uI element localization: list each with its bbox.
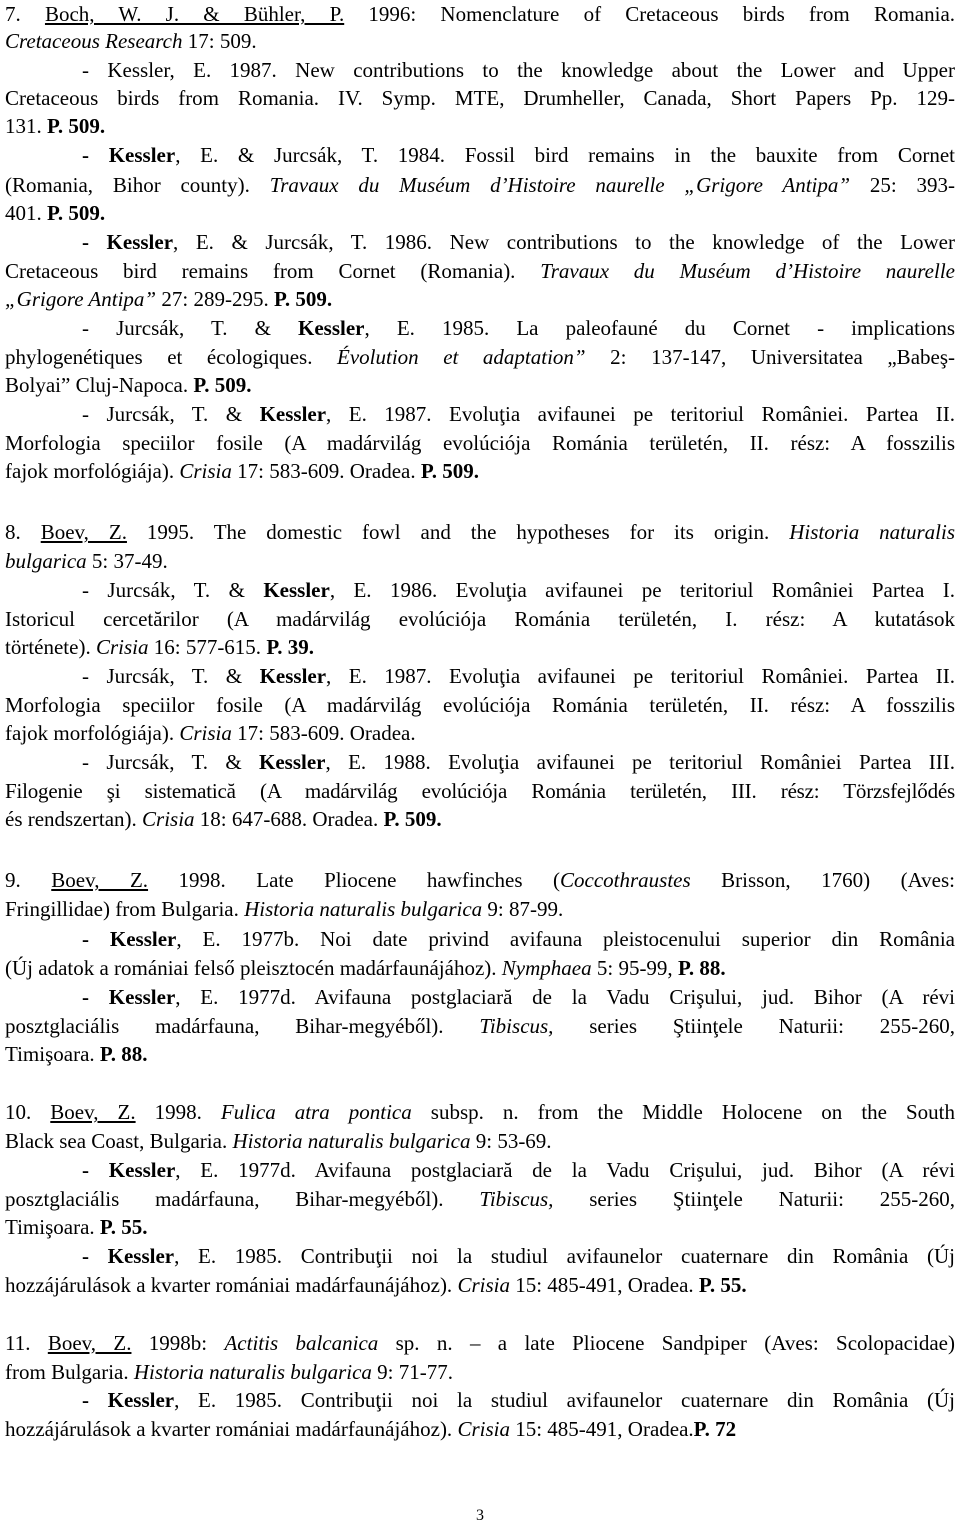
ref-line: [82, 56, 955, 85]
text-run: phylogenétiques et écologiques.: [5, 345, 338, 369]
text-run: series Ştiinţele Naturii: 255-260,: [553, 1187, 955, 1211]
italic-text: Crisia: [142, 807, 195, 831]
ref-line: [82, 576, 955, 605]
text-run: 17: 583-609. Oradea.: [231, 459, 421, 483]
text-run: Bolyai” Cluj-Napoca.: [5, 373, 194, 397]
ref-line: [5, 954, 955, 983]
italic-text: Crisia: [179, 721, 232, 745]
italic-text: Travaux du Muséum d’Histoire naurelle: [540, 259, 955, 283]
text-run: 1998b:: [131, 1331, 225, 1355]
ref-line: [82, 1386, 955, 1415]
italic-text: Évolution et adaptation”: [337, 345, 586, 369]
ref-line: [5, 457, 955, 486]
ref-line: [5, 171, 955, 200]
ref-line: [82, 1156, 955, 1185]
ref-line: [5, 84, 955, 113]
ref-line: [5, 1098, 955, 1127]
italic-text: Historia naturalis bulgarica: [244, 897, 483, 921]
ref-line: [5, 1329, 955, 1358]
italic-text: Historia naturalis bulgarica: [232, 1129, 471, 1153]
text-run: 1995. The domestic fowl and the hypotheses for its origin.: [126, 520, 790, 544]
text-run: Fringillidae) from Bulgaria.: [5, 897, 245, 921]
italic-text: bulgarica: [5, 549, 87, 573]
ref-line: [5, 343, 955, 372]
text-run: 17: 583-609. Oradea.: [231, 721, 416, 745]
text-run: 9: 53-69.: [470, 1129, 552, 1153]
text-run: Morfologia speciilor fosile (A madárvilág evolúciója Románia területén, II. rész: A fosszilis: [5, 431, 955, 455]
text-run: , E. 1988. Evoluţia avifaunei pe teritoriul României Partea III.: [325, 750, 955, 774]
ref-line: [5, 1012, 955, 1041]
ref-line: [5, 866, 955, 895]
text-run: 8.: [5, 520, 41, 544]
underlined-author: Boev, Z.: [50, 1100, 136, 1124]
bold-text: - Kessler: [82, 230, 174, 254]
text-run: (Új adatok a romániai felső pleisztocén madárfaunájához).: [5, 956, 502, 980]
ref-line: [5, 0, 955, 29]
text-run: - Jurcsák, T. &: [82, 402, 260, 426]
ref-line: [5, 1185, 955, 1214]
text-run: - Kessler, E. 1987. New contributions to the knowledge about the Lower and Upper: [82, 58, 955, 82]
ref-line: [5, 691, 955, 720]
ref-line: [5, 895, 955, 924]
text-run: 1998. Late Pliocene hawfinches (: [148, 868, 561, 892]
bold-text: - Kessler: [82, 143, 176, 167]
bold-text: Kessler: [259, 664, 327, 688]
underlined-author: Boev, Z.: [51, 868, 149, 892]
bold-text: P. 39.: [266, 635, 314, 659]
text-run: , E. 1977b. Noi date privind avifauna pleistocenului superior din România: [176, 927, 955, 951]
text-run: Timişoara.: [5, 1215, 100, 1239]
italic-text: Nymphaea: [501, 956, 592, 980]
text-run: , E. 1985. Contribuţii noi la studiul avifaunelor cuaternare din România (Új: [174, 1388, 955, 1412]
ref-line: [82, 983, 955, 1012]
text-run: Morfologia speciilor fosile (A madárvilág evolúciója Románia területén, II. rész: A fosszilis: [5, 693, 955, 717]
italic-text: Crisia: [457, 1273, 510, 1297]
ref-line: [5, 1415, 955, 1444]
italic-text: Travaux du Muséum d’Histoire naurelle „Grigore Antipa”: [269, 173, 851, 197]
ref-line: [5, 1127, 955, 1156]
text-run: subsp. n. from the Middle Holocene on the South: [411, 1100, 956, 1124]
text-run: Istoricul cercetărilor (A madárvilág evolúciója Románia területén, I. rész: A kutatások: [5, 607, 955, 631]
bold-text: Kessler: [263, 578, 330, 602]
italic-text: Tibiscus,: [479, 1014, 554, 1038]
ref-line: [82, 228, 955, 257]
ref-line: [82, 141, 955, 170]
bold-text: P. 509.: [47, 201, 106, 225]
ref-line: [5, 285, 955, 314]
text-run: 9: 87-99.: [482, 897, 564, 921]
ref-line: [5, 371, 955, 400]
text-run: Brisson, 1760) (Aves:: [690, 868, 956, 892]
text-run: 25: 393-: [850, 173, 955, 197]
text-run: 5: 95-99,: [591, 956, 678, 980]
ref-line: [5, 112, 955, 141]
text-run: 17: 509.: [182, 29, 257, 53]
text-run: 401.: [5, 201, 47, 225]
bold-text: - Kessler: [82, 1244, 175, 1268]
ref-line: [82, 1242, 955, 1271]
page-number: 3: [476, 1507, 484, 1524]
ref-line: [5, 27, 955, 56]
text-run: , E. 1987. Evoluţia avifaunei pe teritoriul României. Partea II.: [326, 402, 955, 426]
ref-line: [5, 777, 955, 806]
text-run: series Ştiinţele Naturii: 255-260,: [553, 1014, 955, 1038]
ref-line: [5, 605, 955, 634]
bold-text: P. 509.: [193, 373, 252, 397]
text-run: from Bulgaria.: [5, 1360, 134, 1384]
text-run: 15: 485-491, Oradea.: [509, 1417, 694, 1441]
underlined-author: Boch, W. J. & Bühler, P.: [44, 2, 345, 26]
text-run: Timişoara.: [5, 1042, 100, 1066]
italic-text: Historia naturalis: [789, 520, 956, 544]
text-run: 2: 137-147, Universitatea „Babeş-: [585, 345, 955, 369]
text-run: , E. 1985. La paleofauné du Cornet - implications: [364, 316, 955, 340]
text-run: Black sea Coast, Bulgaria.: [5, 1129, 233, 1153]
ref-line: [5, 719, 955, 748]
italic-text: Fulica atra pontica: [220, 1100, 412, 1124]
text-run: 131.: [5, 114, 47, 138]
text-run: 9.: [5, 868, 52, 892]
text-run: Filogenie şi sistematică (A madárvilág evolúciója Románia területén, III. rész: Törzsfejlődés: [5, 779, 955, 803]
text-run: , E. 1977d. Avifauna postglaciară de la Vadu Crişului, jud. Bihor (A révi: [175, 985, 955, 1009]
text-run: - Jurcsák, T. &: [82, 316, 299, 340]
text-run: - Jurcsák, T. &: [82, 750, 260, 774]
ref-line: [5, 1040, 955, 1069]
text-run: , E. & Jurcsák, T. 1986. New contributions to the knowledge of the Lower: [173, 230, 955, 254]
text-run: 16: 577-615.: [148, 635, 267, 659]
text-run: (Romania, Bihor county).: [5, 173, 270, 197]
underlined-author: Boev, Z.: [40, 520, 127, 544]
ref-line: [82, 400, 955, 429]
ref-line: [82, 748, 955, 777]
ref-line: [5, 805, 955, 834]
bold-text: P. 509.: [420, 459, 479, 483]
italic-text: Crisia: [457, 1417, 510, 1441]
text-run: - Jurcsák, T. &: [82, 578, 264, 602]
text-run: , E. 1985. Contribuţii noi la studiul avifaunelor cuaternare din România (Új: [174, 1244, 955, 1268]
bold-text: P. 509.: [47, 114, 106, 138]
italic-text: Crisia: [95, 635, 149, 659]
bold-text: - Kessler: [82, 1158, 176, 1182]
ref-line: [82, 662, 955, 691]
bold-text: - Kessler: [82, 1388, 175, 1412]
ref-line: [5, 1213, 955, 1242]
ref-line: [5, 547, 955, 576]
text-run: és rendszertan).: [5, 807, 143, 831]
bold-text: P. 72: [693, 1417, 737, 1441]
text-run: 11.: [5, 1331, 48, 1355]
italic-text: Crisia: [179, 459, 232, 483]
ref-line: [82, 314, 955, 343]
italic-text: Actitis balcanica: [224, 1331, 379, 1355]
text-run: Cretaceous bird remains from Cornet (Romania).: [5, 259, 541, 283]
text-run: posztglaciális madárfauna, Bihar-megyéből).: [5, 1187, 480, 1211]
bold-text: P. 88.: [99, 1042, 148, 1066]
text-run: posztglaciális madárfauna, Bihar-megyéből).: [5, 1014, 480, 1038]
text-run: 27: 289-295.: [156, 287, 274, 311]
ref-line: [5, 633, 955, 662]
bold-text: Kessler: [259, 750, 326, 774]
text-run: 5: 37-49.: [86, 549, 168, 573]
text-run: hozzájárulások a kvarter romániai madárfaunájához).: [5, 1273, 458, 1297]
ref-line: [5, 199, 955, 228]
bold-text: Kessler: [259, 402, 327, 426]
text-run: fajok morfológiája).: [5, 721, 180, 745]
text-run: 7.: [5, 2, 45, 26]
text-run: , E. 1977d. Avifauna postglaciară de la Vadu Crişului, jud. Bihor (A révi: [175, 1158, 955, 1182]
ref-line: [5, 429, 955, 458]
text-run: története).: [5, 635, 96, 659]
text-run: sp. n. – a late Pliocene Sandpiper (Aves: Scolopacidae): [378, 1331, 955, 1355]
text-run: 9: 71-77.: [371, 1360, 453, 1384]
ref-line: [5, 518, 955, 547]
ref-line: [5, 257, 955, 286]
text-run: 18: 647-688. Oradea.: [194, 807, 384, 831]
bold-text: P. 55.: [698, 1273, 747, 1297]
text-run: , E. & Jurcsák, T. 1984. Fossil bird remains in the bauxite from Cornet: [175, 143, 955, 167]
bold-text: Kessler: [298, 316, 365, 340]
ref-line: [82, 925, 955, 954]
bold-text: - Kessler: [82, 985, 176, 1009]
text-run: 1996: Nomenclature of Cretaceous birds from Romania.: [344, 2, 956, 26]
text-run: hozzájárulások a kvarter romániai madárfaunájához).: [5, 1417, 458, 1441]
text-run: 1998.: [135, 1100, 221, 1124]
text-run: 10.: [5, 1100, 51, 1124]
italic-text: Tibiscus,: [479, 1187, 554, 1211]
text-run: fajok morfológiája).: [5, 459, 180, 483]
italic-text: Cretaceous Research: [5, 29, 183, 53]
text-run: , E. 1986. Evoluţia avifaunei pe teritoriul României Partea I.: [329, 578, 955, 602]
underlined-author: Boev, Z.: [47, 1331, 132, 1355]
bold-text: P. 509.: [383, 807, 442, 831]
ref-line: [5, 1271, 955, 1300]
bold-text: P. 88.: [677, 956, 726, 980]
text-run: - Jurcsák, T. &: [82, 664, 260, 688]
bold-text: - Kessler: [82, 927, 177, 951]
italic-text: Historia naturalis bulgarica: [133, 1360, 372, 1384]
text-run: Cretaceous birds from Romania. IV. Symp. MTE, Drumheller, Canada, Short Papers Pp. 129-: [5, 86, 955, 110]
bold-text: P. 509.: [273, 287, 333, 311]
ref-line: [5, 1358, 955, 1387]
text-run: 15: 485-491, Oradea.: [509, 1273, 699, 1297]
italic-text: „Grigore Antipa”: [5, 287, 157, 311]
italic-text: Coccothraustes: [560, 868, 691, 892]
bold-text: P. 55.: [99, 1215, 148, 1239]
text-run: , E. 1987. Evoluţia avifaunei pe teritoriul României. Partea II.: [326, 664, 955, 688]
